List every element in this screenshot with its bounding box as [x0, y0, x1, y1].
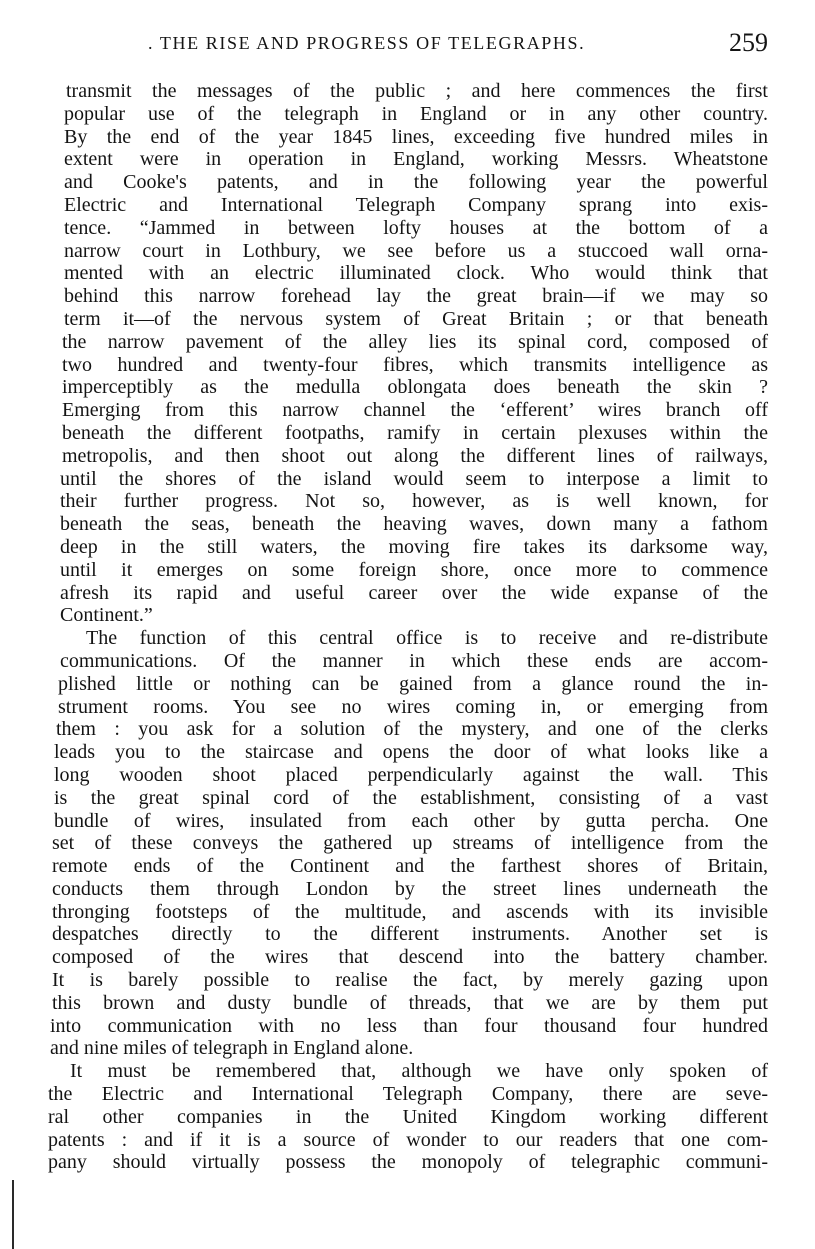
text-line: extent were in operation in England, working Messrs. Wheatstone [64, 148, 768, 171]
text-line: transmit the messages of the public ; and here commences the first [66, 80, 768, 102]
text-line: bundle of wires, insulated from each other by gutta percha. One [54, 809, 768, 832]
text-line: behind this narrow forehead lay the great brain—if we may so [64, 285, 768, 308]
page-edge-rule [12, 1180, 14, 1249]
text-line: them : you ask for a solution of the mystery, and one of the clerks [56, 718, 768, 741]
running-head-marker: . [148, 33, 155, 53]
text-line: despatches directly to the different instruments. Another set is [52, 923, 768, 946]
text-line: ral other companies in the United Kingdom working different [48, 1105, 768, 1128]
text-line: set of these conveys the gathered up streams of intelligence from the [52, 832, 768, 855]
text-line: Emerging from this narrow channel the ‘efferent’ wires branch off [62, 399, 768, 422]
text-line: until the shores of the island would seem to interpose a limit to [60, 467, 768, 490]
text-line: composed of the wires that descend into the battery chamber. [52, 946, 768, 969]
text-line: this brown and dusty bundle of threads, that we are by them put [52, 991, 768, 1014]
text-line: By the end of the year 1845 lines, exceeding five hundred miles in [64, 125, 768, 148]
text-line: conducts them through London by the street lines underneath the [52, 877, 768, 900]
text-line: their further progress. Not so, however, as is well known, for [60, 490, 768, 513]
running-head-title-text: THE RISE AND PROGRESS OF TELEGRAPHS. [159, 33, 586, 53]
text-line: narrow court in Lothbury, we see before us a stuccoed wall orna- [64, 239, 768, 262]
text-line: Electric and International Telegraph Company sprang into exis- [64, 193, 768, 216]
paragraph-first-line: It must be remembered that, although we have only spoken of [70, 1060, 768, 1083]
text-line: is the great spinal cord of the establishment, consisting of a vast [54, 786, 768, 809]
text-line: tence. “Jammed in between lofty houses at the bottom of a [64, 216, 768, 239]
text-line: leads you to the staircase and opens the door of what looks like a [54, 741, 768, 764]
running-head-title [148, 33, 585, 54]
text-line: and nine miles of telegraph in England alone. [50, 1037, 414, 1060]
text-line: two hundred and twenty-four fibres, which transmits intelligence as [62, 353, 768, 376]
text-line: beneath the different footpaths, ramify in certain plexuses within the [62, 421, 768, 444]
text-line: communications. Of the manner in which these ends are accom- [60, 649, 768, 672]
text-line: mented with an electric illuminated clock. Who would think that [64, 262, 768, 285]
text-line: until it emerges on some foreign shore, once more to commence [60, 558, 768, 581]
text-line: imperceptibly as the medulla oblongata does beneath the skin ? [62, 376, 768, 399]
text-line: deep in the still waters, the moving fire takes its darksome way, [60, 535, 768, 558]
text-line: patents : and if it is a source of wonder to our readers that one com- [48, 1128, 768, 1151]
text-line: thronging footsteps of the multitude, and ascends with its invisible [52, 900, 768, 923]
body-text [48, 80, 768, 1174]
text-line: plished little or nothing can be gained from a glance round the in- [58, 672, 768, 695]
text-line: afresh its rapid and useful career over the wide expanse of the [60, 581, 768, 604]
text-line: the Electric and International Telegraph Company, there are seve- [48, 1083, 768, 1106]
text-line: It is barely possible to realise the fact, by merely gazing upon [52, 969, 768, 992]
paragraph-first-line: The function of this central office is to receive and re-distribute [86, 627, 768, 650]
text-line: remote ends of the Continent and the farthest shores of Britain, [52, 855, 768, 878]
text-line: Continent.” [60, 604, 153, 627]
text-line: popular use of the telegraph in England or in any other country. [64, 102, 768, 125]
text-line: beneath the seas, beneath the heaving waves, down many a fathom [60, 513, 768, 536]
text-line: term it—of the nervous system of Great Britain ; or that beneath [64, 307, 768, 330]
text-line: metropolis, and then shoot out along the different lines of railways, [62, 444, 768, 467]
text-line: the narrow pavement of the alley lies its spinal cord, composed of [62, 330, 768, 353]
text-line: and Cooke's patents, and in the following year the powerful [64, 171, 768, 194]
text-line: into communication with no less than four thousand four hundred [50, 1014, 768, 1037]
text-line: pany should virtually possess the monopoly of telegraphic communi- [48, 1151, 768, 1174]
running-head [60, 30, 780, 56]
text-line: long wooden shoot placed perpendicularly against the wall. This [54, 763, 768, 786]
text-line: strument rooms. You see no wires coming in, or emerging from [58, 695, 768, 718]
page-number: 259 [729, 28, 768, 57]
